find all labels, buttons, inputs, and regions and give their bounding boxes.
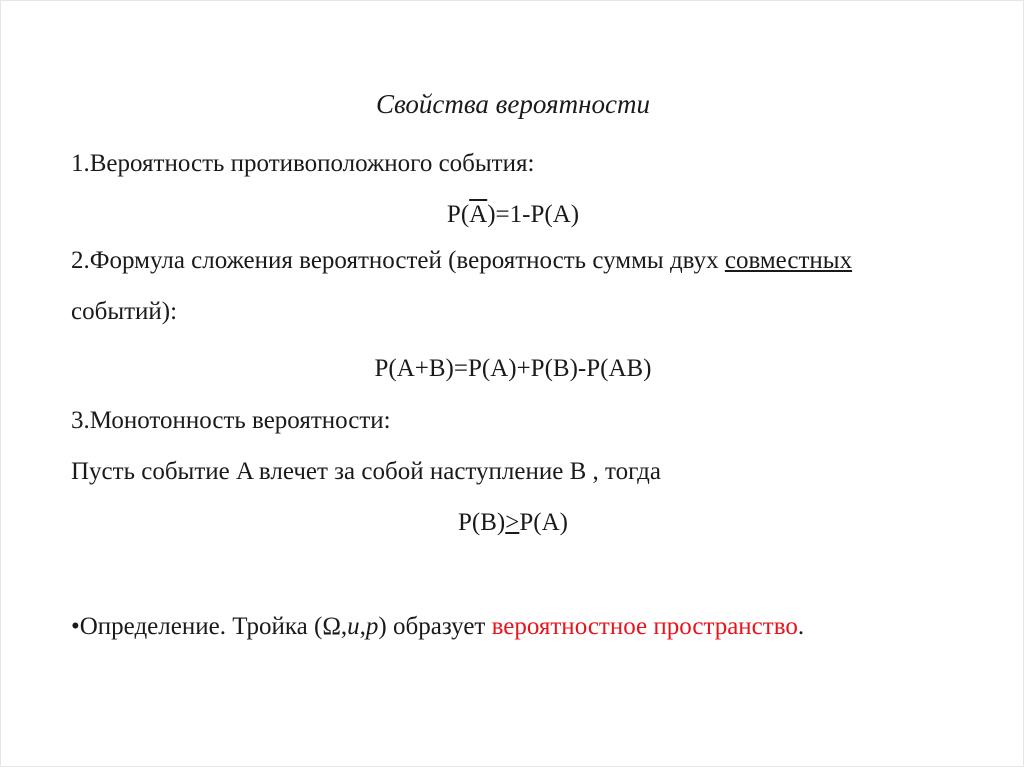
definition-text: •Определение. Тройка (Ω, xyxy=(71,613,348,640)
definition-text-after: ) образует xyxy=(378,613,492,640)
formula-complement-overlined: $\overline{A}$ xyxy=(469,201,488,228)
property-2-underlined: совместных xyxy=(724,247,853,274)
property-1-heading: 1.Вероятность противоположного события: xyxy=(71,150,535,177)
formula-monotonicity-prefix: P(B) xyxy=(458,509,506,536)
formula-monotonicity xyxy=(1,508,1024,538)
definition-period: . xyxy=(797,613,805,640)
definition-italic-u: u xyxy=(347,613,360,640)
formula-monotonicity-operator: > xyxy=(505,509,520,536)
formula-addition: P(A+B)=P(A)+P(B)-P(AB) xyxy=(374,355,652,382)
formula-complement xyxy=(1,200,1024,230)
definition-highlight: вероятностное пространство xyxy=(491,613,798,640)
slide-title: Свойства вероятности xyxy=(376,89,650,119)
formula-complement-suffix: )=1-P(A) xyxy=(487,201,580,228)
definition-italic-p: p xyxy=(365,613,379,640)
property-2-continuation: событий): xyxy=(71,298,178,325)
definition-comma: , xyxy=(359,613,366,640)
formula-complement-prefix: P( xyxy=(446,201,470,228)
property-2-text: 2.Формула сложения вероятностей (вероятность суммы двух xyxy=(71,247,725,274)
property-3-heading: 3.Монотонность вероятности: xyxy=(71,407,391,434)
property-2-heading xyxy=(71,246,852,276)
formula-monotonicity-suffix: P(A) xyxy=(519,509,568,536)
property-3-condition: Пусть событие A влечет за собой наступление B , тогда xyxy=(71,458,661,485)
definition xyxy=(71,612,804,642)
